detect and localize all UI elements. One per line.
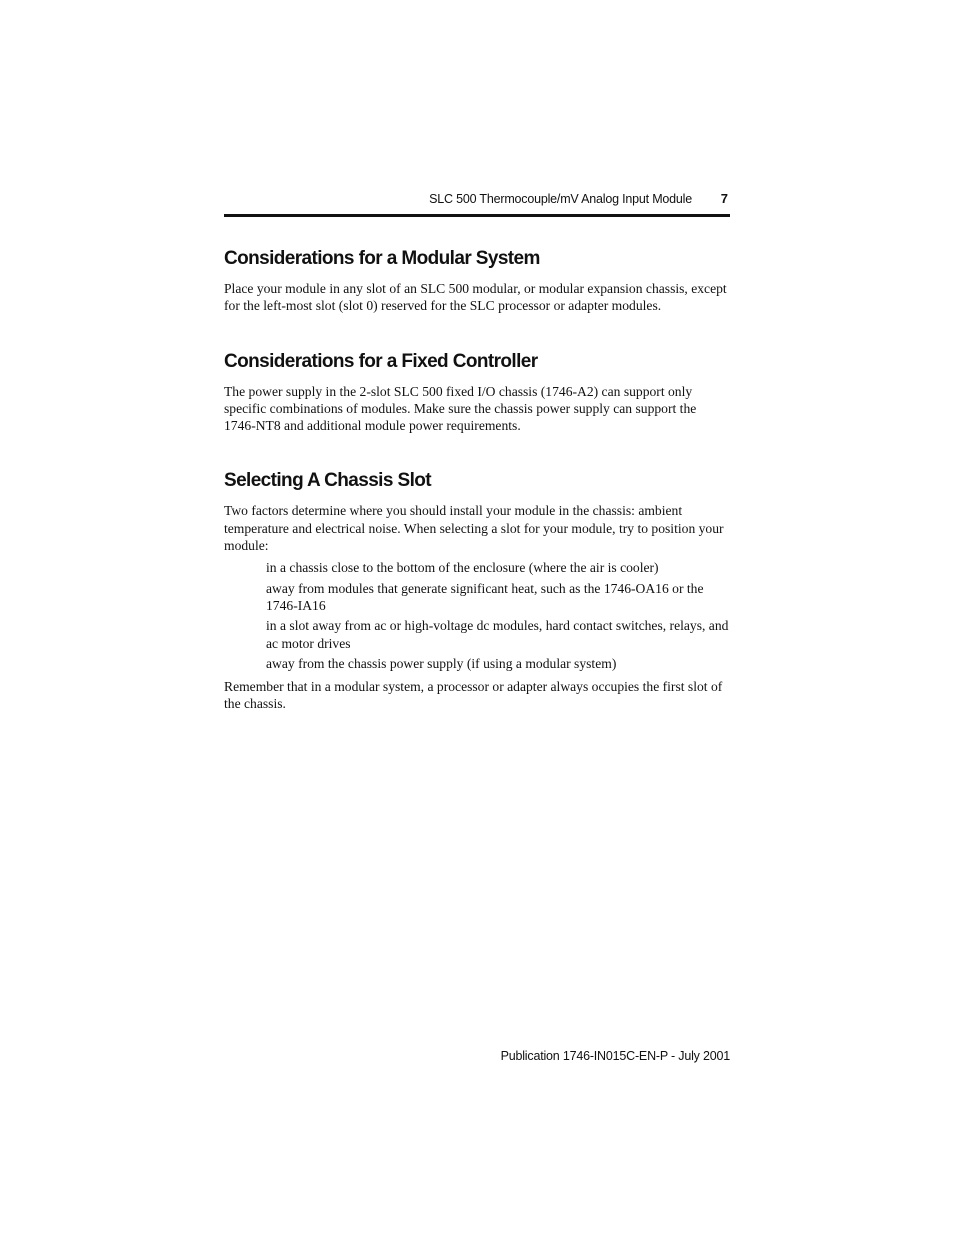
running-header [224,190,730,210]
list-item: away from modules that generate significant heat, such as the 1746-OA16 or the 1746-IA16 [266,580,704,613]
section-fixed-controller [224,349,730,435]
publication-footer: Publication 1746-IN015C-EN-P - July 2001 [500,1049,730,1063]
bullet-list [224,559,730,672]
section-intro: Two factors determine where you should install your module in the chassis: ambient temperature and electrical noise. When selecting a slot for your module, try to position your module: [224,503,724,554]
header-title: SLC 500 Thermocouple/mV Analog Input Module [429,192,692,206]
page-content [224,246,730,747]
header-rule [224,214,730,217]
list-item: in a chassis close to the bottom of the enclosure (where the air is cooler) [266,560,659,576]
list-item: away from the chassis power supply (if using a modular system) [266,655,617,671]
section-modular-system [224,246,730,315]
section-chassis-slot [224,468,730,712]
section-heading: Considerations for a Fixed Controller [224,350,538,372]
list-item: in a slot away from ac or high-voltage dc modules, hard contact switches, relays, and ac motor drives [266,618,729,651]
section-closing: Remember that in a modular system, a processor or adapter always occupies the first slot of the chassis. [224,679,723,712]
section-heading: Selecting A Chassis Slot [224,470,431,492]
section-heading: Considerations for a Modular System [224,248,540,269]
section-paragraph: The power supply in the 2-slot SLC 500 fixed I/O chassis (1746-A2) can support only specific combinations of modules. Make sure the chassis power supply can support the 1746-NT8 and additional module power requirements. [224,383,697,434]
page-number: 7 [720,191,728,206]
section-paragraph: Place your module in any slot of an SLC 500 modular, or modular expansion chassis, except for the left-most slot (slot 0) reserved for the SLC processor or adapter modules. [224,281,727,314]
